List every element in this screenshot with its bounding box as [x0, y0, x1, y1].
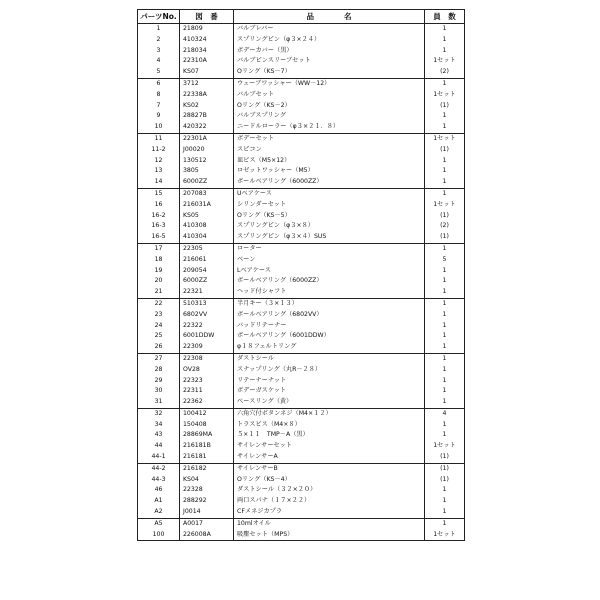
item-name-cell: バルブピンスリーブセット	[234, 56, 425, 67]
part-no-cell: 17	[138, 243, 180, 254]
quantity-cell: 1	[425, 342, 465, 353]
drawing-no-cell: 216181	[180, 452, 234, 463]
table-row	[138, 122, 465, 133]
part-no-cell: 16	[138, 200, 180, 211]
parts-table-body	[138, 24, 465, 541]
item-name-cell: ボデーカバー（黒）	[234, 46, 425, 57]
table-row	[138, 452, 465, 463]
quantity-cell: 1	[425, 46, 465, 57]
part-no-cell: 15	[138, 188, 180, 199]
drawing-no-cell: 226008A	[180, 530, 234, 541]
item-name-cell: ベーン	[234, 255, 425, 266]
table-row	[138, 475, 465, 486]
quantity-cell: 1	[425, 166, 465, 177]
quantity-cell: 1	[425, 386, 465, 397]
drawing-no-cell: 22362	[180, 397, 234, 408]
item-name-cell: ベースリング（黄）	[234, 397, 425, 408]
quantity-cell: 1	[425, 365, 465, 376]
drawing-no-cell: 218034	[180, 46, 234, 57]
table-row	[138, 485, 465, 496]
table-row	[138, 310, 465, 321]
item-name-cell: φ１８フェルトリング	[234, 342, 425, 353]
item-name-cell: 六角穴付ボタンネジ（M4×１２）	[234, 408, 425, 419]
drawing-no-cell: 207083	[180, 188, 234, 199]
drawing-no-cell: 22309	[180, 342, 234, 353]
drawing-no-cell: 130512	[180, 156, 234, 167]
table-row	[138, 441, 465, 452]
quantity-cell: 1	[425, 24, 465, 35]
part-no-cell: 100	[138, 530, 180, 541]
header-drawing-no: 図 番	[180, 10, 234, 24]
table-row	[138, 430, 465, 441]
part-no-cell: 20	[138, 276, 180, 287]
quantity-cell: 1	[425, 310, 465, 321]
table-row	[138, 221, 465, 232]
drawing-no-cell: 510313	[180, 298, 234, 309]
quantity-cell: 1	[425, 35, 465, 46]
item-name-cell: サイレンサーA	[234, 452, 425, 463]
drawing-no-cell: 22310A	[180, 56, 234, 67]
table-row	[138, 24, 465, 35]
part-no-cell: 13	[138, 166, 180, 177]
item-name-cell: ５×１１ TMP－A（黒）	[234, 430, 425, 441]
drawing-no-cell: 22311	[180, 386, 234, 397]
item-name-cell: ボデーガスケット	[234, 386, 425, 397]
part-no-cell: 28	[138, 365, 180, 376]
table-row	[138, 166, 465, 177]
drawing-no-cell: 6000ZZ	[180, 276, 234, 287]
quantity-cell: 5	[425, 255, 465, 266]
quantity-cell: 1	[425, 276, 465, 287]
part-no-cell: A5	[138, 518, 180, 529]
quantity-cell: 1	[425, 188, 465, 199]
table-row	[138, 67, 465, 78]
part-no-cell: 7	[138, 101, 180, 112]
part-no-cell: 12	[138, 156, 180, 167]
quantity-cell: (1)	[425, 145, 465, 156]
part-no-cell: 10	[138, 122, 180, 133]
table-row	[138, 133, 465, 144]
drawing-no-cell: 22322	[180, 321, 234, 332]
part-no-cell: 18	[138, 255, 180, 266]
drawing-no-cell: 21809	[180, 24, 234, 35]
part-no-cell: 16-2	[138, 211, 180, 222]
drawing-no-cell: 22323	[180, 376, 234, 387]
table-row	[138, 365, 465, 376]
drawing-no-cell: 28869MA	[180, 430, 234, 441]
table-row	[138, 287, 465, 298]
quantity-cell: 1	[425, 243, 465, 254]
item-name-cell: バルブスプリング	[234, 111, 425, 122]
table-row	[138, 496, 465, 507]
header-part-no: パーツNo.	[138, 10, 180, 24]
table-row	[138, 321, 465, 332]
table-row	[138, 353, 465, 364]
item-name-cell: 皿ビス（M5×12）	[234, 156, 425, 167]
quantity-cell: 1	[425, 321, 465, 332]
drawing-no-cell: 6001DDW	[180, 331, 234, 342]
quantity-cell: (1)	[425, 232, 465, 243]
table-header-row	[138, 10, 465, 24]
drawing-no-cell: 410324	[180, 35, 234, 46]
table-row	[138, 35, 465, 46]
item-name-cell: サイレンサーセット	[234, 441, 425, 452]
quantity-cell: 1	[425, 78, 465, 89]
part-no-cell: A2	[138, 507, 180, 518]
quantity-cell: 1	[425, 518, 465, 529]
quantity-cell: (2)	[425, 221, 465, 232]
item-name-cell: ニードルローラー（φ３×２１．８）	[234, 122, 425, 133]
item-name-cell: バッドリテーナー	[234, 321, 425, 332]
table-row	[138, 200, 465, 211]
part-no-cell: 6	[138, 78, 180, 89]
part-no-cell: 9	[138, 111, 180, 122]
part-no-cell: 21	[138, 287, 180, 298]
quantity-cell: 1セット	[425, 56, 465, 67]
table-row	[138, 530, 465, 541]
part-no-cell: 11	[138, 133, 180, 144]
quantity-cell: 1	[425, 430, 465, 441]
drawing-no-cell: 216181B	[180, 441, 234, 452]
part-no-cell: 1	[138, 24, 180, 35]
part-no-cell: 29	[138, 376, 180, 387]
drawing-no-cell: 3805	[180, 166, 234, 177]
item-name-cell: ウェーブワッシャー（WW－12）	[234, 78, 425, 89]
part-no-cell: 25	[138, 331, 180, 342]
table-row	[138, 342, 465, 353]
quantity-cell: 1	[425, 177, 465, 188]
part-no-cell: 30	[138, 386, 180, 397]
item-name-cell: 10mlオイル	[234, 518, 425, 529]
table-row	[138, 386, 465, 397]
drawing-no-cell: 420322	[180, 122, 234, 133]
quantity-cell: 1	[425, 298, 465, 309]
drawing-no-cell: KS02	[180, 101, 234, 112]
table-row	[138, 331, 465, 342]
drawing-no-cell: 410308	[180, 221, 234, 232]
part-no-cell: 26	[138, 342, 180, 353]
drawing-no-cell: A0017	[180, 518, 234, 529]
table-row	[138, 156, 465, 167]
item-name-cell: ボールベアリング（6000ZZ）	[234, 177, 425, 188]
drawing-no-cell: 22301A	[180, 133, 234, 144]
item-name-cell: ダストシール	[234, 353, 425, 364]
part-no-cell: 24	[138, 321, 180, 332]
drawing-no-cell: OV28	[180, 365, 234, 376]
quantity-cell: (1)	[425, 452, 465, 463]
quantity-cell: 1	[425, 496, 465, 507]
quantity-cell: 1	[425, 376, 465, 387]
table-row	[138, 56, 465, 67]
drawing-no-cell: KS04	[180, 475, 234, 486]
drawing-no-cell: 216182	[180, 463, 234, 474]
drawing-no-cell: 22308	[180, 353, 234, 364]
item-name-cell: スピコン	[234, 145, 425, 156]
table-row	[138, 376, 465, 387]
item-name-cell: ロゼットワッシャー（M5）	[234, 166, 425, 177]
part-no-cell: 44-3	[138, 475, 180, 486]
quantity-cell: 1セット	[425, 441, 465, 452]
table-row	[138, 507, 465, 518]
drawing-no-cell: 22328	[180, 485, 234, 496]
drawing-no-cell: 209054	[180, 266, 234, 277]
item-name-cell: リテーナーナット	[234, 376, 425, 387]
table-row	[138, 397, 465, 408]
part-no-cell: 46	[138, 485, 180, 496]
part-no-cell: 31	[138, 397, 180, 408]
table-row	[138, 243, 465, 254]
part-no-cell: 44	[138, 441, 180, 452]
quantity-cell: 1	[425, 485, 465, 496]
drawing-no-cell: KS07	[180, 67, 234, 78]
quantity-cell: 1	[425, 331, 465, 342]
part-no-cell: 27	[138, 353, 180, 364]
item-name-cell: ダストシール（３２×２０）	[234, 485, 425, 496]
part-no-cell: 3	[138, 46, 180, 57]
item-name-cell: スプリングピン（φ３×８）	[234, 221, 425, 232]
item-name-cell: Oリング（KS－4）	[234, 475, 425, 486]
part-no-cell: 19	[138, 266, 180, 277]
quantity-cell: 1	[425, 287, 465, 298]
item-name-cell: ローター	[234, 243, 425, 254]
quantity-cell: 1	[425, 420, 465, 431]
table-row	[138, 211, 465, 222]
item-name-cell: 吸塵セット（MPS）	[234, 530, 425, 541]
item-name-cell: スナップリング（丸R－２８）	[234, 365, 425, 376]
drawing-no-cell: 3712	[180, 78, 234, 89]
item-name-cell: バルブレバー	[234, 24, 425, 35]
quantity-cell: 1	[425, 122, 465, 133]
quantity-cell: 1	[425, 266, 465, 277]
quantity-cell: 1	[425, 353, 465, 364]
table-row	[138, 298, 465, 309]
item-name-cell: ボールベアリング（6000ZZ）	[234, 276, 425, 287]
part-no-cell: 22	[138, 298, 180, 309]
part-no-cell: 32	[138, 408, 180, 419]
item-name-cell: 半月キー（３×１３）	[234, 298, 425, 309]
parts-table	[137, 9, 465, 541]
part-no-cell: A1	[138, 496, 180, 507]
drawing-no-cell: 288292	[180, 496, 234, 507]
table-row	[138, 420, 465, 431]
part-no-cell: 8	[138, 90, 180, 101]
quantity-cell: (1)	[425, 101, 465, 112]
table-row	[138, 145, 465, 156]
quantity-cell: 1セット	[425, 90, 465, 101]
drawing-no-cell: J00020	[180, 145, 234, 156]
table-row	[138, 255, 465, 266]
part-no-cell: 4	[138, 56, 180, 67]
drawing-no-cell: 22338A	[180, 90, 234, 101]
quantity-cell: 1	[425, 156, 465, 167]
item-name-cell: スプリングピン（φ３×２４）	[234, 35, 425, 46]
quantity-cell: 1	[425, 507, 465, 518]
item-name-cell: CFメネジカプラ	[234, 507, 425, 518]
drawing-no-cell: J0014	[180, 507, 234, 518]
part-no-cell: 16-5	[138, 232, 180, 243]
part-no-cell: 44-2	[138, 463, 180, 474]
item-name-cell: ヘッド付シャフト	[234, 287, 425, 298]
header-item-name: 品 名	[234, 10, 425, 24]
item-name-cell: Lベアケース	[234, 266, 425, 277]
quantity-cell: (1)	[425, 211, 465, 222]
table-row	[138, 101, 465, 112]
quantity-cell: 4	[425, 408, 465, 419]
quantity-cell: 1セット	[425, 133, 465, 144]
item-name-cell: Oリング（KS－5）	[234, 211, 425, 222]
item-name-cell: ボールベアリング（6001DDW）	[234, 331, 425, 342]
table-row	[138, 232, 465, 243]
drawing-no-cell: 410304	[180, 232, 234, 243]
table-row	[138, 111, 465, 122]
part-no-cell: 5	[138, 67, 180, 78]
table-row	[138, 177, 465, 188]
drawing-no-cell: 22305	[180, 243, 234, 254]
drawing-no-cell: 216061	[180, 255, 234, 266]
item-name-cell: 両口スパナ（１７×２２）	[234, 496, 425, 507]
header-quantity: 員 数	[425, 10, 465, 24]
table-row	[138, 266, 465, 277]
quantity-cell: (1)	[425, 475, 465, 486]
drawing-no-cell: 22321	[180, 287, 234, 298]
table-row	[138, 408, 465, 419]
part-no-cell: 2	[138, 35, 180, 46]
item-name-cell: Oリング（KS－2）	[234, 101, 425, 112]
part-no-cell: 11-2	[138, 145, 180, 156]
part-no-cell: 34	[138, 420, 180, 431]
drawing-no-cell: 150408	[180, 420, 234, 431]
quantity-cell: 1	[425, 111, 465, 122]
item-name-cell: サイレンサーB	[234, 463, 425, 474]
drawing-no-cell: 100412	[180, 408, 234, 419]
part-no-cell: 44-1	[138, 452, 180, 463]
part-no-cell: 16-3	[138, 221, 180, 232]
item-name-cell: シリンダーセット	[234, 200, 425, 211]
part-no-cell: 43	[138, 430, 180, 441]
table-row	[138, 90, 465, 101]
table-row	[138, 518, 465, 529]
table-row	[138, 46, 465, 57]
table-row	[138, 276, 465, 287]
item-name-cell: トラスビス（M4×８）	[234, 420, 425, 431]
part-no-cell: 23	[138, 310, 180, 321]
quantity-cell: 1セット	[425, 200, 465, 211]
part-no-cell: 14	[138, 177, 180, 188]
table-row	[138, 78, 465, 89]
drawing-no-cell: 6802VV	[180, 310, 234, 321]
item-name-cell: ボデーセット	[234, 133, 425, 144]
quantity-cell: (2)	[425, 67, 465, 78]
table-row	[138, 463, 465, 474]
item-name-cell: Uベアケース	[234, 188, 425, 199]
quantity-cell: 1セット	[425, 530, 465, 541]
item-name-cell: バルブセット	[234, 90, 425, 101]
quantity-cell: (1)	[425, 463, 465, 474]
drawing-no-cell: KS05	[180, 211, 234, 222]
item-name-cell: Oリング（KS－7）	[234, 67, 425, 78]
item-name-cell: ボールベアリング（6802VV）	[234, 310, 425, 321]
drawing-no-cell: 216031A	[180, 200, 234, 211]
drawing-no-cell: 6000ZZ	[180, 177, 234, 188]
quantity-cell: 1	[425, 397, 465, 408]
item-name-cell: スプリングピン（φ３×４）SUS	[234, 232, 425, 243]
table-row	[138, 188, 465, 199]
drawing-no-cell: 28827B	[180, 111, 234, 122]
